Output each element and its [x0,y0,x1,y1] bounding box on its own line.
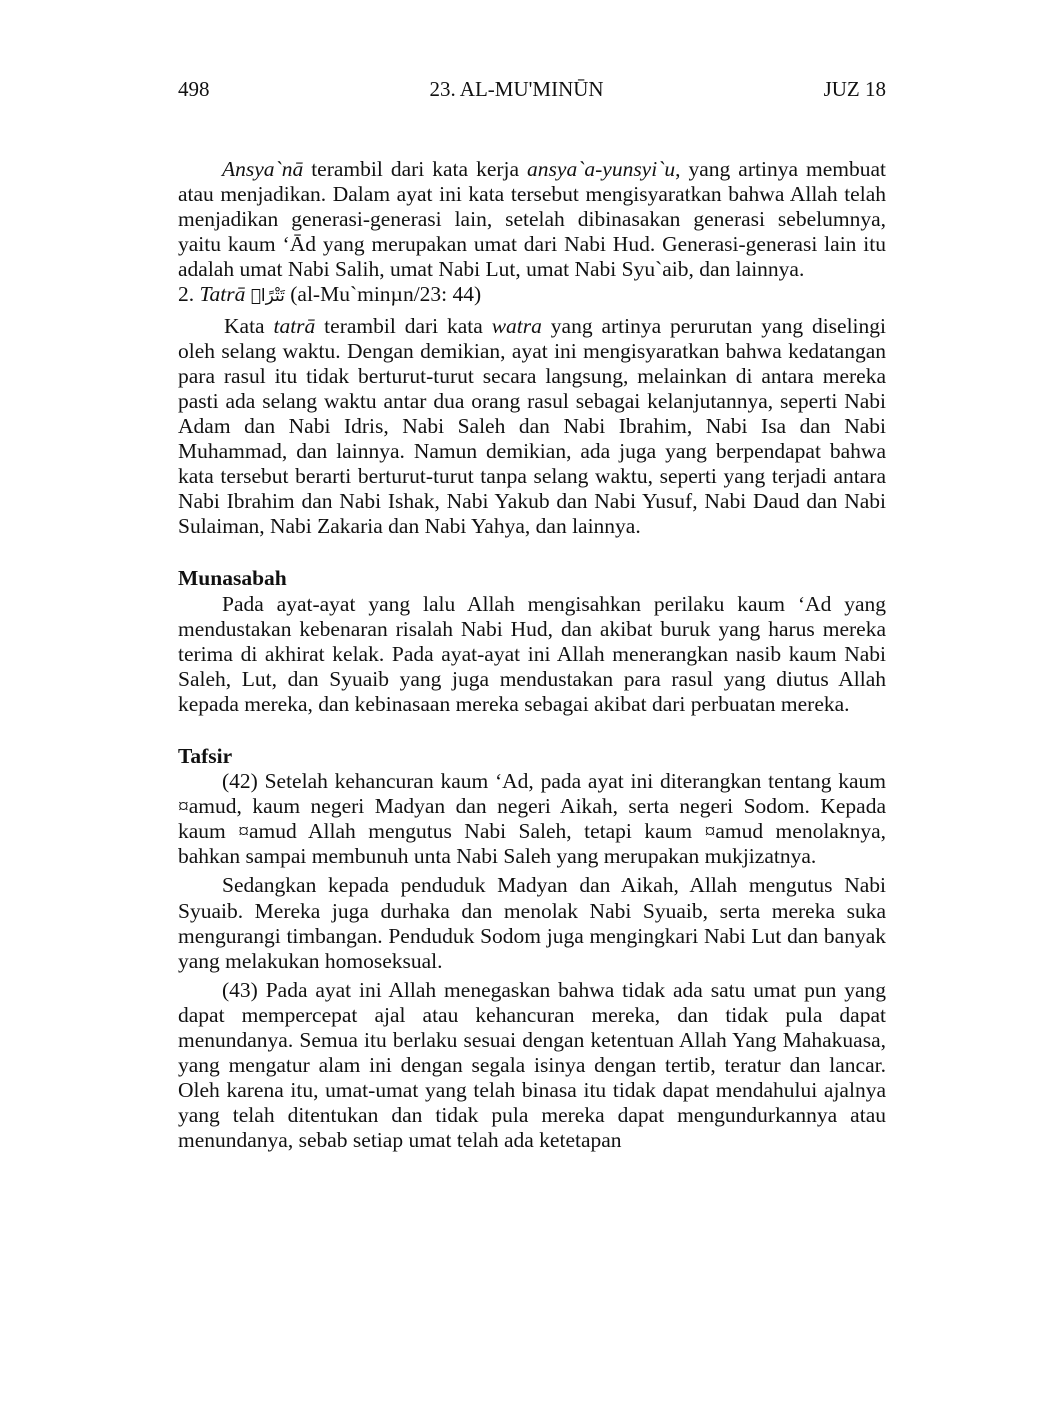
paragraph-text: terambil dari kata [315,313,492,338]
paragraph-tafsir-madyan: Sedangkan kepada penduduk Madyan dan Aikah, Allah mengutus Nabi Syuaib. Mereka juga durhaka dan menolak Nabi Syuaib, serta mereka suka mengurangi timbangan. Penduduk Sodom juga mengingkari Nabi Lut dan banyak yang melakukan homoseksual. [178,873,886,973]
item-number: 2. [178,282,195,307]
chapter-title: 23. AL-MU'MINŪN [429,77,604,101]
paragraph-ansyana [178,157,886,282]
juz-label: JUZ 18 [823,77,886,101]
page-number: 498 [178,77,210,101]
term-watra: watra [491,313,542,338]
term-ansyana: Ansya`nā [222,157,304,181]
paragraph-tafsir-43: (43) Pada ayat ini Allah menegaskan bahwa tidak ada satu umat pun yang dapat mempercepat ajal atau kehancuran mereka, dan tidak pula dapat menundanya. Semua itu berlaku sesuai dengan ketentuan Allah Yang Mahakuasa, yang mengatur alam ini dengan segala isinya dengan tertib, teratur dan lancar. Oleh karena itu, umat-umat yang telah binasa itu tidak dapat mendahului ajalnya yang telah ditentukan dan tidak pula mereka dapat mengundurkannya atau menundanya, sebab setiap umat telah ada ketetapan [178,977,886,1153]
paragraph-text: yang artinya perurutan yang diselingi oleh selang waktu. Dengan demikian, ayat ini mengisyaratkan bahwa kedatangan para rasul itu tidak berturut-turut secara langsung, melainkan di antara mereka pasti ada selang waktu antar dua orang rasul sebagai kelanjutannya, seperti Nabi Adam dan Nabi Idris, Nabi Saleh dan Nabi Ibrahim, Nabi Isa dan Nabi Muhammad, dan lainnya. Namun demikian, ada juga yang berpendapat bahwa kata tersebut berarti berturut-turut tanpa selang waktu, seperti yang terjadi antara Nabi Ibrahim dan Nabi Ishak, Nabi Yakub dan Nabi Yusuf, Nabi Daud dan Nabi Sulaiman, Nabi Zakaria dan Nabi Yahya, dan lainnya. [178,313,886,539]
arabic-word: تَتْرًاۗ [250,286,285,307]
paragraph-munasabah: Pada ayat-ayat yang lalu Allah mengisahkan perilaku kaum ‘Ad yang mendustakan kebenaran risalah Nabi Hud, dan akibat buruk yang harus mereka terima di akhirat kelak. Pada ayat-ayat ini Allah menerangkan nasib kaum Nabi Saleh, Lut, dan Syuaib yang juga mendustakan para rasul yang diutus Allah kepada mereka, dan kebinasaan mereka sebagai akibat dari perbuatan mereka. [178,591,886,716]
paragraph-tafsir-42: (42) Setelah kehancuran kaum ‘Ad, pada ayat ini diterangkan tentang kaum ¤amud, kaum negeri Madyan dan negeri Aikah, serta negeri Sodom. Kepada kaum ¤amud Allah mengutus Nabi Saleh, tetapi kaum ¤amud menolaknya, bahkan sampai membunuh unta Nabi Saleh yang merupakan mukjizatnya. [178,769,886,869]
running-header [178,76,886,102]
heading-munasabah: Munasabah [178,566,287,591]
paragraph-tatra [178,314,886,540]
list-item-tatra [178,282,886,309]
term-verb: ansya`a-yunsyi`u [527,157,676,181]
heading-tafsir: Tafsir [178,743,233,768]
term-tatra: Tatrā [199,282,246,307]
paragraph-text: terambil dari kata kerja [303,157,528,181]
verse-reference: (al-Mu`minµn/23: 44) [290,282,482,307]
book-page [178,76,886,1153]
term-tatra-inline: tatrā [273,313,316,338]
page-body [178,157,886,1153]
paragraph-text: Kata [224,313,274,338]
paragraph-text: , yang artinya membuat atau menjadikan. Dalam ayat ini kata tersebut mengisyaratkan bahwa Allah telah menjadikan generasi-generasi lain, setelah dibinasakan generasi sebelumnya, yaitu kaum ‘Ād yang merupakan umat dari Nabi Hud. Generasi-generasi lain itu adalah umat Nabi Salih, umat Nabi Lut, umat Nabi Syu`aib, dan lainnya. [178,157,886,282]
